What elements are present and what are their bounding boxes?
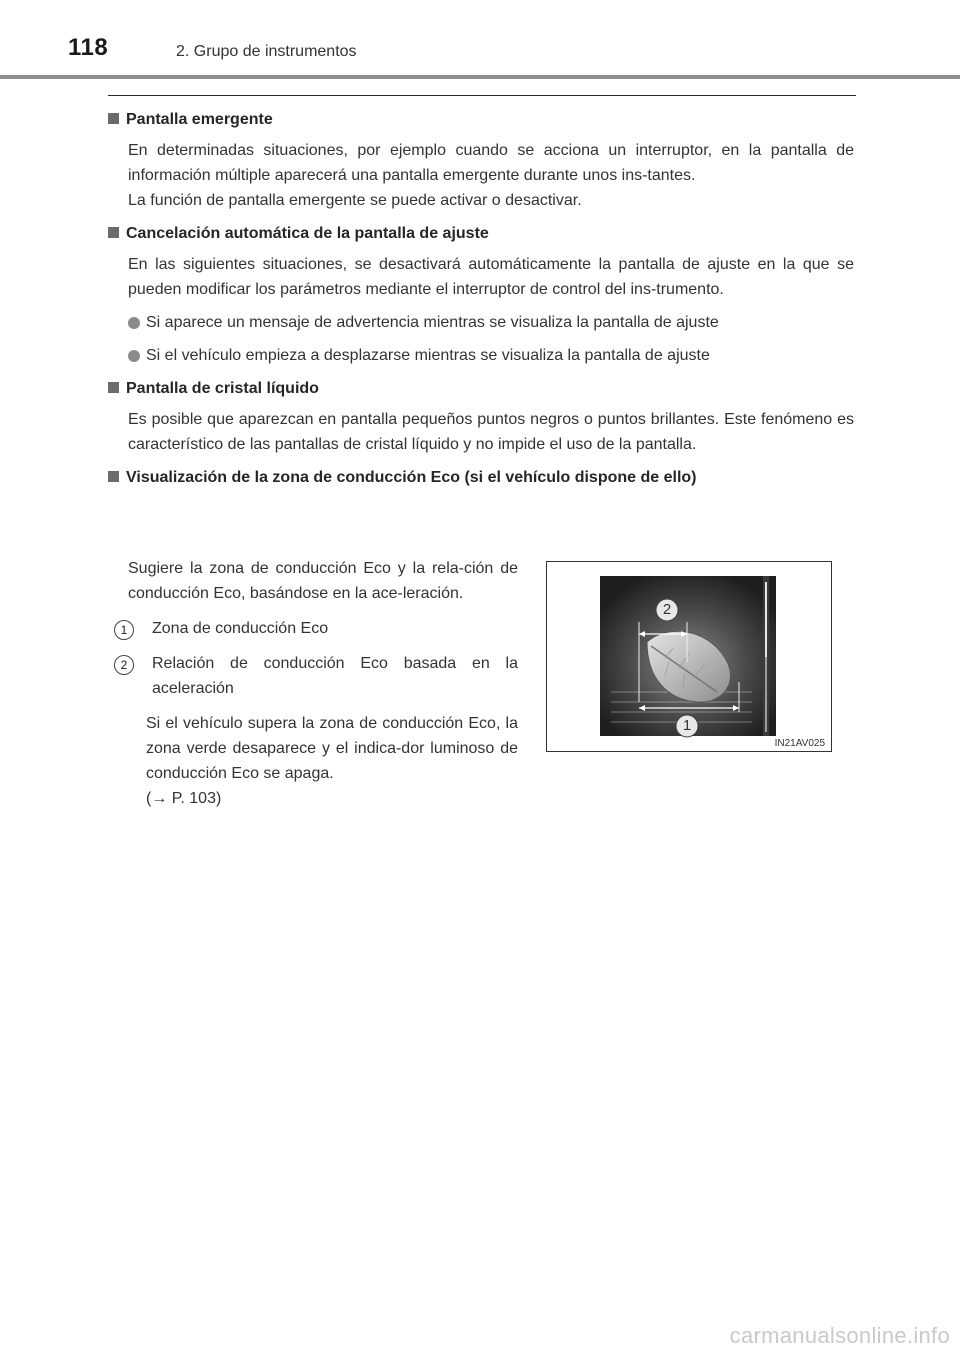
list-item [120,616,518,641]
item-text: Zona de conducción Eco [152,620,329,637]
watermark: carmanualsonline.info [729,1323,950,1348]
note-paragraph: Si el vehículo supera la zona de conducción Eco, la zona verde desaparece y el indica-dor luminoso de conducción Eco se apaga. (→ P. 103) [146,715,518,807]
section-title: Pantalla emergente [108,107,854,132]
circle-bullet-icon [128,350,140,362]
callout-1: 1 [682,717,692,734]
callout-2: 2 [662,601,672,618]
section-title: Visualización de la zona de conducción Eco (si el vehículo dispone de ello) [108,465,854,490]
square-bullet-icon [108,382,119,393]
section-title: Cancelación automática de la pantalla de ajuste [108,221,854,246]
figure-code: IN21AV025 [774,738,825,749]
paragraph: En determinadas situaciones, por ejemplo cuando se acciona un interruptor, en la pantalla de información múltiple aparecerá una pantalla emergente durante unos ins-tantes. [128,142,854,184]
square-bullet-icon [108,471,119,482]
page-number: 118 [68,34,109,61]
paragraph: En las siguientes situaciones, se desactivará automáticamente la pantalla de ajuste en la que se pueden modificar los parámetros mediante el interruptor de control del ins-trumento. [128,256,854,298]
paragraph: Sugiere la zona de conducción Eco y la rela-ción de conducción Eco, basándose en la ace-leración. [128,560,518,602]
square-bullet-icon [108,113,119,124]
section-eco [108,465,854,490]
eco-zone-figure [546,561,832,752]
page-header [0,0,960,80]
chapter-title: 2. Grupo de instrumentos [176,43,357,60]
eco-description [120,556,518,811]
paragraph: Es posible que aparezcan en pantalla pequeños puntos negros o puntos brillantes. Este fenómeno es característico de las pantallas de cristal líquido y no impide el uso de la pantalla. [128,411,854,453]
content-top-rule [108,95,856,96]
list-item [120,651,518,701]
section-lcd [108,376,854,457]
section-title: Pantalla de cristal líquido [108,376,854,401]
list-item: Si el vehículo empieza a desplazarse mientras se visualiza la pantalla de ajuste [108,343,854,368]
section-popup [108,107,854,213]
callout-number: 1 [114,620,134,640]
header-rule [0,75,960,79]
square-bullet-icon [108,227,119,238]
circle-bullet-icon [128,317,140,329]
callout-number: 2 [114,655,134,675]
paragraph: La función de pantalla emergente se puede activar o desactivar. [128,192,582,209]
item-text: Relación de conducción Eco basada en la aceleración [152,655,518,697]
page-reference: (→ P. 103) [146,790,222,807]
list-item: Si aparece un mensaje de advertencia mientras se visualiza la pantalla de ajuste [108,310,854,335]
section-auto-cancel [108,221,854,368]
content-body [108,107,854,490]
